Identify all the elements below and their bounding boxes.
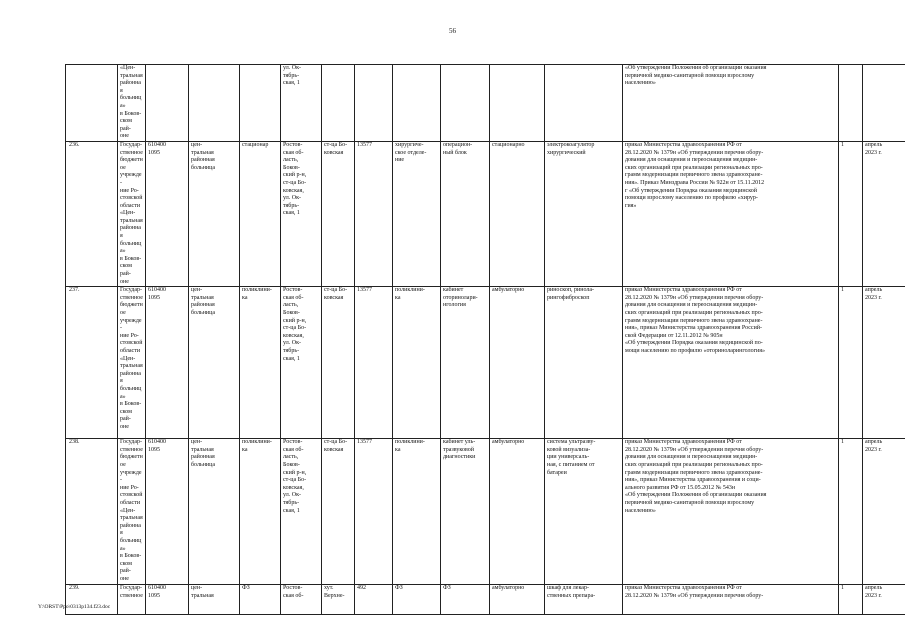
cell-code [146,287,189,439]
cell-text: «Цен- тральная районная больница» в Боков- ском рай- оне [120,65,143,140]
cell-num [66,585,118,615]
cell-text: приказ Министерства здравоохранения РФ от 28.12.2020 № 1379н «Об утверждении перечня обору- [625,585,764,599]
cell-equip [545,65,623,142]
cell-term [863,141,905,286]
cell-basis [623,439,839,585]
cell-care [490,141,545,286]
cell-text: цен- тральная районная больница [191,287,215,316]
cell-text: поликлини- ка [242,287,272,301]
cell-name [189,65,240,142]
cell-idx [355,439,393,585]
cell-text: апрель 2023 г. [865,585,883,599]
cell-text: Государ- ственное бюджетное учрежде- ние Ро- стовской области «Цен- тральная районная больница» в Боков- ском рай- оне [120,287,143,430]
cell-care [490,585,545,615]
cell-qty [839,585,863,615]
cell-text: ст-ца Бо- ковская [324,141,348,156]
cell-room [441,585,490,615]
cell-text: 610400 1095 [148,287,166,301]
cell-text: ст-ца Бо- ковская [324,439,348,453]
cell-locality [322,65,355,142]
cell-qty [839,65,863,142]
cell-room [441,141,490,286]
cell-text: 1 [841,585,844,592]
cell-type [240,287,281,439]
cell-basis [623,287,839,439]
cell-text: Государ- ственное бюджетное учрежде- ние Ро- стовской области «Цен- тральная районная больница» в Боков- ском рай- оне [120,141,143,285]
cell-text: 13577 [357,287,372,294]
cell-num [66,141,118,286]
cell-dept [393,141,441,286]
cell-room [441,439,490,585]
cell-idx [355,65,393,142]
cell-text: 610400 1095 [148,439,166,453]
cell-text: поликлини- ка [395,287,425,301]
cell-num [66,439,118,585]
cell-text: стационарно [492,141,525,148]
table-row [66,65,905,142]
cell-text: система ультразву- ковой визуализа- ции универсаль- ная, с питанием от батареи [547,439,596,476]
page-number: 56 [449,27,456,35]
cell-addr [281,585,322,615]
cell-text: цен- тральная [191,585,214,599]
cell-text: ФЗ [395,585,403,592]
cell-code [146,439,189,585]
cell-text: кабинет оторинолари- нгология [443,287,478,309]
cell-text: кабинет уль- тразвуковой диагностики [443,439,476,461]
cell-addr [281,439,322,585]
cell-text: 237. [69,287,80,294]
cell-text: 1 [841,287,844,294]
cell-term [863,585,905,615]
cell-name [189,141,240,286]
cell-room [441,287,490,439]
cell-term [863,65,905,142]
cell-text: Государ- ственное [120,585,143,599]
cell-text: поликлини- ка [395,439,425,453]
cell-text: 610400 1095 [148,585,166,599]
cell-text: электрокоагулятор хирургический [547,141,595,156]
cell-addr [281,287,322,439]
cell-care [490,65,545,142]
cell-text: риноскоп, ринола- рингофиброскоп [547,287,595,301]
cell-type [240,585,281,615]
cell-locality [322,141,355,286]
cell-num [66,65,118,142]
cell-org [118,439,146,585]
cell-org [118,141,146,286]
cell-qty [839,439,863,585]
cell-text: ст-ца Бо- ковская [324,287,348,301]
cell-basis [623,585,839,615]
cell-text: 238. [69,439,80,446]
cell-text: хут. Верхне- [324,585,345,599]
cell-room [441,65,490,142]
cell-equip [545,141,623,286]
cell-equip [545,585,623,615]
cell-text: амбулаторно [492,585,525,592]
table-row [66,141,905,286]
cell-text: Государ- ственное бюджетное учрежде- ние Ро- стовской области «Цен- тральная районная больница» в Боков- ском рай- оне [120,439,143,582]
cell-text: 1 [841,439,844,446]
cell-term [863,439,905,585]
cell-text: шкаф для лекар- ственных препара- [547,585,596,599]
cell-text: Ростов- ская об- ласть, Боков- ский р-н, ст-ца Бо- ковская, ул. Ок- тябрь- ская, 1 [283,287,307,362]
cell-idx [355,287,393,439]
cell-addr [281,65,322,142]
cell-text: цен- тральная районная больница [191,439,215,468]
cell-text: 1 [841,141,844,148]
cell-locality [322,585,355,615]
cell-text: 13577 [357,439,372,446]
cell-text: амбулаторно [492,439,525,446]
footer-file-path: Y:\ORST\Ppo\0313p134.f23.doc [38,604,111,610]
cell-qty [839,287,863,439]
cell-text: Ростов- ская об- ласть, Боков- ский р-н, ст-ца Бо- ковская, ул. Ок- тябрь- ская, 1 [283,141,307,217]
cell-code [146,585,189,615]
cell-care [490,439,545,585]
cell-text: хирургиче- ское отделе- ние [395,141,427,164]
cell-name [189,439,240,585]
cell-text: апрель 2023 г. [865,439,883,453]
cell-org [118,585,146,615]
cell-dept [393,439,441,585]
cell-text: апрель 2023 г. [865,141,883,156]
cell-term [863,287,905,439]
cell-dept [393,65,441,142]
cell-text: операцион- ный блок [443,141,473,156]
cell-text: 13577 [357,141,372,148]
cell-org [118,65,146,142]
cell-type [240,141,281,286]
cell-addr [281,141,322,286]
cell-type [240,65,281,142]
cell-text: 236. [69,141,80,148]
cell-idx [355,585,393,615]
table-row [66,439,905,585]
cell-text: 492 [357,585,366,592]
cell-dept [393,287,441,439]
cell-text: апрель 2023 г. [865,287,883,301]
table-row [66,585,905,615]
cell-text: Ростов- ская об- ласть, Боков- ский р-н, ст-ца Бо- ковская, ул. Ок- тябрь- ская, 1 [283,439,307,514]
cell-dept [393,585,441,615]
cell-text: цен- тральная районная больница [191,141,215,171]
cell-idx [355,141,393,286]
cell-code [146,65,189,142]
cell-org [118,287,146,439]
cell-text: приказ Министерства здравоохранения РФ от 28.12.2020 № 1379н «Об утверждении перечня обору- дования для оснащения и переоснащения медицин- ских организаций при реализации региональных про- грамм модернизации первичного звена здравоохране- ния», приказ Министерства здравоохранения Россий- ской Федерации от 12.11.2012 № 905н «Об утверждении Порядка оказания медицинской по- мощи населению по профилю «оториноларингология» [625,287,766,354]
cell-text: 239. [69,585,80,592]
cell-basis [623,65,839,142]
cell-num [66,287,118,439]
cell-text: Ростов- ская об- [283,585,304,599]
cell-locality [322,439,355,585]
cell-text: амбулаторно [492,287,525,294]
cell-text: приказ Министерства здравоохранения РФ от 28.12.2020 № 1379н «Об утверждении перечня обору- дования для оснащения и переоснащения медицин- ских организаций при реализации региональных про- грамм модернизации первичного звена здравоохране- ния». Приказ Минздрава России № 922н от 15.11.2012 г «Об утверждении Порядка оказания медицинской помощи взрослому населению по профилю «хирур- гия» [625,141,765,209]
cell-care [490,287,545,439]
cell-code [146,141,189,286]
cell-text: 610400 1095 [148,141,166,156]
cell-text: «Об утверждении Положения об организации оказания первичной медико-санитарной помощи взрослому населению» [625,65,767,87]
cell-text: стационар [242,141,269,148]
cell-text: ул. Ок- тябрь- ская, 1 [283,65,301,87]
cell-equip [545,439,623,585]
cell-locality [322,287,355,439]
cell-type [240,439,281,585]
cell-name [189,585,240,615]
cell-basis [623,141,839,286]
cell-text: поликлини- ка [242,439,272,453]
cell-equip [545,287,623,439]
cell-name [189,287,240,439]
cell-qty [839,141,863,286]
table-row [66,287,905,439]
cell-text: ФЗ [242,585,250,592]
cell-text: приказ Министерства здравоохранения РФ от 28.12.2020 № 1379н «Об утверждении перечня обору- дования для оснащения и переоснащения медицин- ских организаций при реализации региональных про- грамм модернизации первичного звена здравоохране- ния», приказ Министерства здравоохранения и соци- ального развития РФ от 15.05.2012 № 543н «Об утверждении Положения об организации оказания первичной медико-санитарной помощи взрослому населению» [625,439,767,514]
cell-text: ФЗ [443,585,451,592]
equipment-table [65,64,905,615]
